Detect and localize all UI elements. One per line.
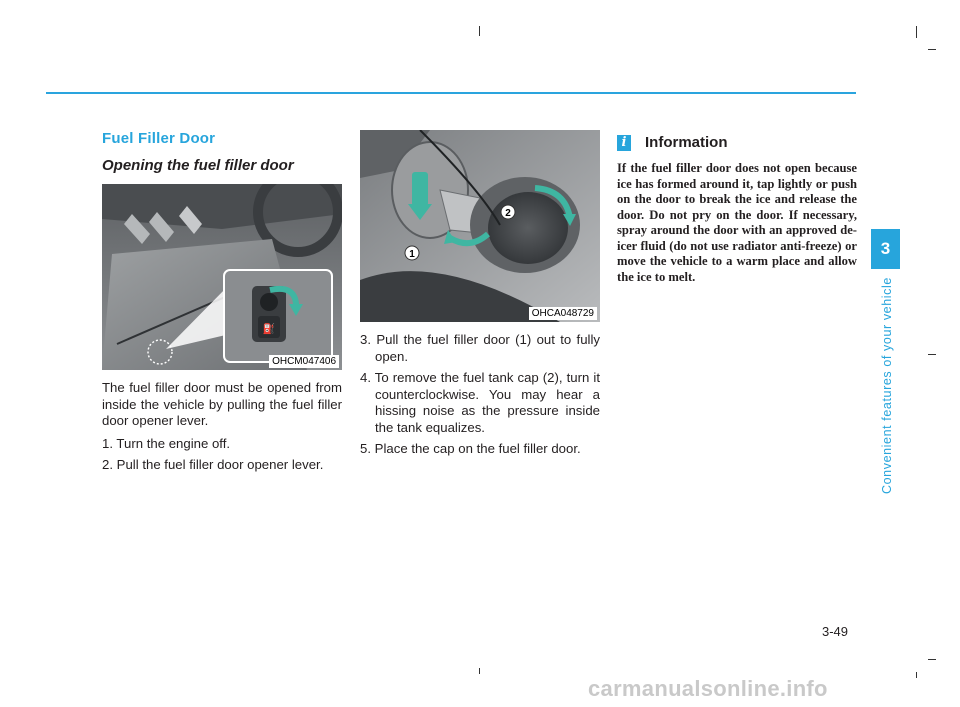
section-subtitle: Opening the fuel filler door <box>102 157 294 174</box>
chapter-title-vertical <box>880 277 896 494</box>
crop-mark <box>916 672 917 678</box>
steps-list-left <box>102 436 342 474</box>
svg-text:⛽: ⛽ <box>262 324 276 335</box>
chapter-tab: 3 <box>871 229 900 269</box>
figure-code: OHCA048729 <box>529 307 597 320</box>
steps-list-middle <box>360 332 600 458</box>
crop-mark <box>916 26 917 38</box>
car-interior-illustration <box>102 184 342 370</box>
crop-mark <box>928 49 936 50</box>
fuel-door-lever-figure <box>102 184 342 370</box>
info-header <box>617 134 857 151</box>
watermark: carmanualsonline.info <box>588 676 828 701</box>
crop-mark <box>928 354 936 355</box>
list-item: 5. Place the cap on the fuel filler door. <box>360 441 581 456</box>
info-paragraph: If the fuel filler door does not open because ice has formed around it, tap lightly or push on the door to break the ice and release the door. Do not pry on the door. If necessary, spray around the door with an approved de-icer fluid (do not use radiator anti-freeze) or move the vehicle to a warm place and allow the ice to melt. <box>617 161 857 284</box>
list-item: 4. To remove the fuel tank cap (2), turn it counterclockwise. You may hear a hissing noise as the pressure inside the tank equalizes. <box>360 370 600 435</box>
list-item: 2. Pull the fuel filler door opener lever. <box>102 457 324 472</box>
section-title: Fuel Filler Door <box>102 130 216 147</box>
crop-mark <box>928 659 936 660</box>
crop-mark <box>479 26 480 36</box>
column-left <box>102 130 342 479</box>
fuel-cap-illustration <box>360 130 600 322</box>
page-number: 3-49 <box>822 624 849 639</box>
info-icon: i <box>617 135 631 151</box>
chapter-title: Convenient features of your vehicle <box>880 277 894 494</box>
info-title: Information <box>645 134 728 151</box>
column-middle <box>360 130 600 463</box>
crop-mark <box>479 668 480 674</box>
list-item: 1. Turn the engine off. <box>102 435 231 451</box>
column-right <box>617 130 857 285</box>
list-item: 3. Pull the fuel filler door (1) out to fully open. <box>360 332 600 364</box>
fuel-cap-figure <box>360 130 600 322</box>
callout-1: 1 <box>409 249 415 260</box>
intro-paragraph: The fuel filler door must be opened from inside the vehicle by pulling the fuel filler door opener lever. <box>102 380 342 428</box>
header-rule <box>46 92 856 94</box>
callout-2: 2 <box>505 208 511 219</box>
figure-code: OHCM047406 <box>269 355 339 368</box>
